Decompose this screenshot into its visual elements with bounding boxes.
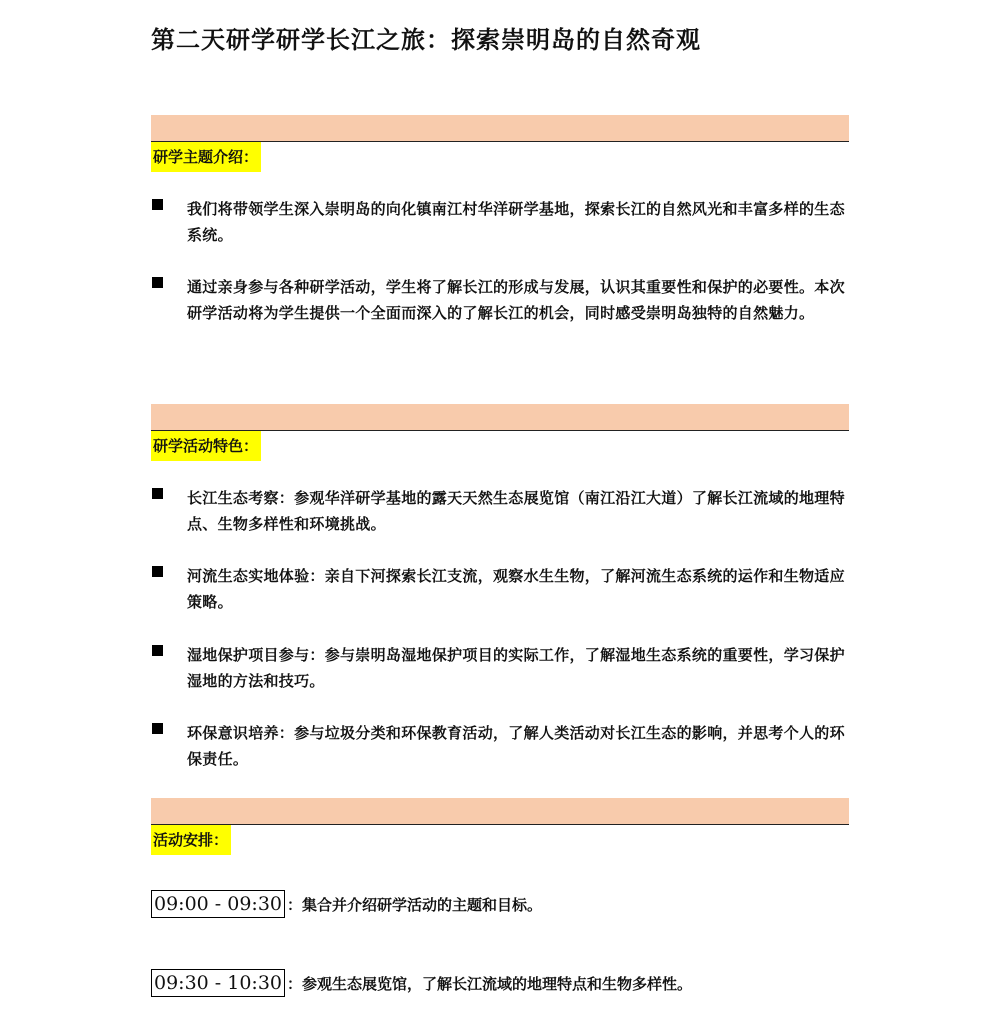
schedule-text: ：集合并介绍研学活动的主题和目标。 (287, 895, 543, 914)
bullet-square-icon (152, 566, 163, 577)
bullet-square-icon (152, 723, 163, 734)
section-label-theme: 研学主题介绍： (151, 142, 261, 172)
bullet-text: 环保意识培养：参与垃圾分类和环保教育活动，了解人类活动对长江生态的影响，并思考个人的环保责任。 (187, 724, 845, 768)
list-item (152, 642, 849, 694)
bullet-text: 我们将带领学生深入崇明岛的向化镇南江村华洋研学基地，探索长江的自然风光和丰富多样的生态系统。 (187, 200, 845, 244)
list-item (152, 274, 849, 326)
section-label-features: 研学活动特色： (151, 431, 261, 461)
bullet-text: 河流生态实地体验：亲自下河探索长江支流，观察水生生物，了解河流生态系统的运作和生物适应策略。 (187, 567, 845, 611)
schedule-time: 09:00 - 09:30 (151, 890, 285, 918)
list-item (152, 485, 849, 537)
bullet-text: 长江生态考察：参观华洋研学基地的露天天然生态展览馆（南江沿江大道）了解长江流域的地理特点、生物多样性和环境挑战。 (187, 489, 845, 533)
list-item (152, 196, 849, 248)
schedule-text: ：参观生态展览馆，了解长江流域的地理特点和生物多样性。 (287, 974, 693, 993)
section-label-schedule: 活动安排： (151, 825, 231, 855)
bullet-square-icon (152, 199, 163, 210)
bullet-square-icon (152, 277, 163, 288)
schedule-row (151, 969, 692, 997)
list-item (152, 720, 849, 772)
section-band-theme (151, 115, 849, 142)
bullet-square-icon (152, 488, 163, 499)
section-band-schedule (151, 798, 849, 825)
section-band-features (151, 404, 849, 431)
bullet-square-icon (152, 645, 163, 656)
list-item (152, 563, 849, 615)
bullet-text: 湿地保护项目参与：参与崇明岛湿地保护项目的实际工作，了解湿地生态系统的重要性，学习保护湿地的方法和技巧。 (187, 646, 845, 690)
schedule-time: 09:30 - 10:30 (151, 969, 285, 997)
page-title: 第二天研学研学长江之旅：探索崇明岛的自然奇观 (151, 26, 701, 54)
bullet-text: 通过亲身参与各种研学活动，学生将了解长江的形成与发展，认识其重要性和保护的必要性。本次研学活动将为学生提供一个全面而深入的了解长江的机会，同时感受崇明岛独特的自然魅力。 (187, 278, 845, 322)
schedule-row (151, 890, 542, 918)
